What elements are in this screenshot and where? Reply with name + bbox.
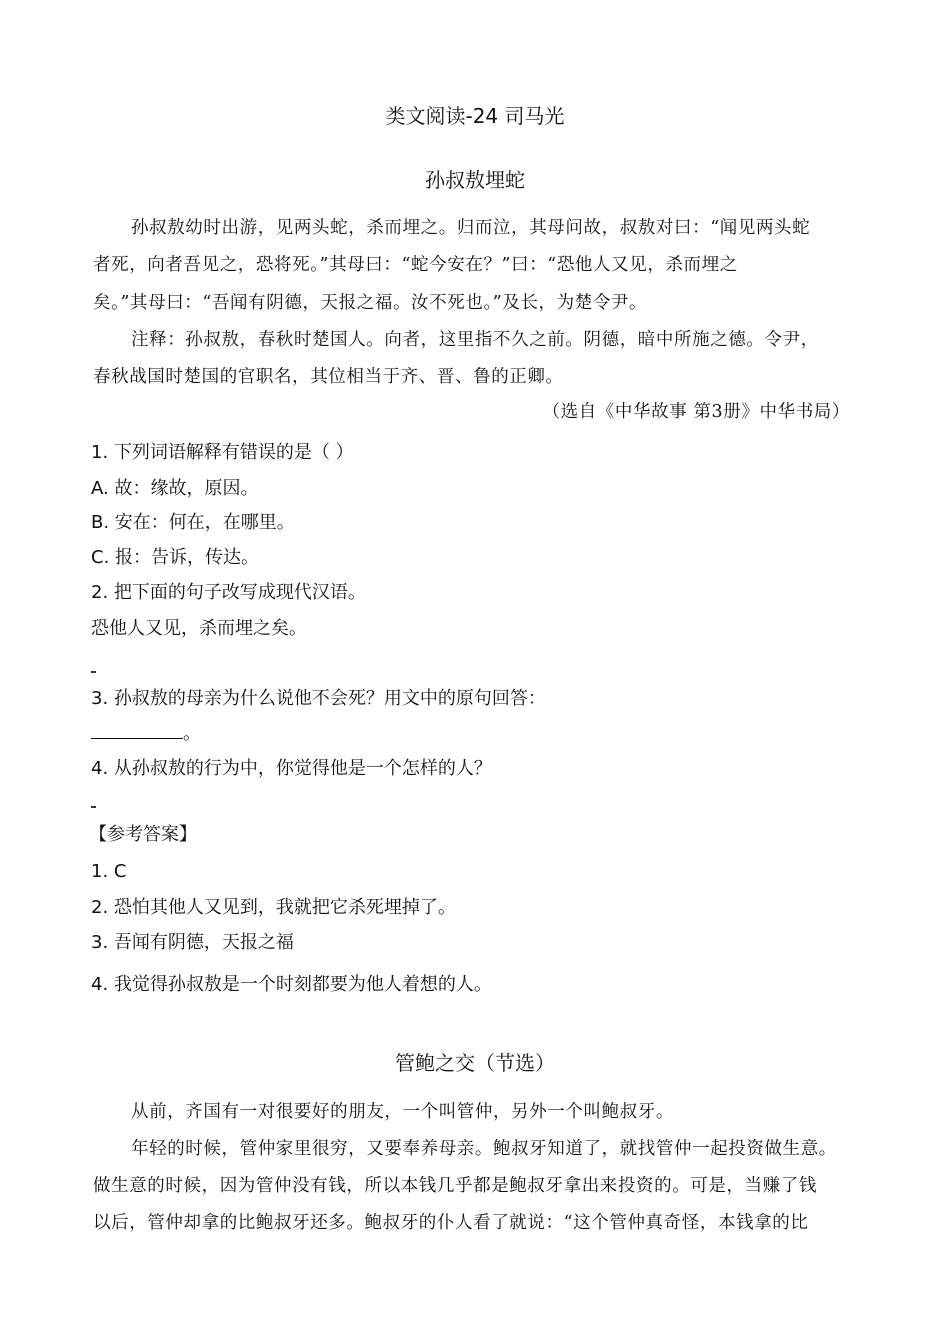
passage1-source: （选自《中华故事 第3册》中华书局） (542, 402, 850, 422)
answer-2: 2. 恐怕其他人又见到，我就把它杀死埋掉了。 (91, 897, 456, 918)
passage2-line-2: 年轻的时候，管仲家里很穷，又要奉养母亲。鲍叔牙知道了，就找管仲一起投资做生意。 (131, 1139, 837, 1159)
answer-1: 1. C (91, 861, 127, 882)
passage1-note-line-1: 注释：孙叔敖，春秋时楚国人。向者，这里指不久之前。阴德，暗中所施之德。令尹， (131, 330, 819, 350)
question-3: 3. 孙叔敖的母亲为什么说他不会死？用文中的原句回答： (91, 688, 546, 709)
question-1: 1. 下列词语解释有错误的是（ ） (91, 442, 354, 463)
passage1-note-line-2: 春秋战国时楚国的官职名，其位相当于齐、晋、鲁的正卿。 (93, 367, 564, 387)
passage2-line-1: 从前，齐国有一对很要好的朋友，一个叫管仲，另外一个叫鲍叔牙。 (131, 1102, 674, 1122)
answer-blank[interactable] (91, 724, 183, 739)
passage1-line-1: 孙叔敖幼时出游，见两头蛇，杀而埋之。归而泣，其母问故，叔敖对曰：“闻见两头蛇 (131, 218, 811, 238)
question-1-option-c: C. 报：告诉，传达。 (91, 547, 260, 568)
passage2-line-3: 做生意的时候，因为管仲没有钱，所以本钱几乎都是鲍叔牙拿出来投资的。可是，当赚了钱 (93, 1176, 817, 1196)
question-1-option-b: B. 安在：何在，在哪里。 (91, 512, 295, 533)
answer-line-marker (91, 806, 96, 808)
passage1-line-3: 矣。”其母曰：“吾闻有阴德，天报之福。汝不死也。”及长，为楚令尹。 (93, 293, 648, 313)
answer-line-marker (91, 671, 96, 673)
page-title: 类文阅读-24 司马光 (385, 104, 565, 128)
answer-4: 4. 我觉得孙叔敖是一个时刻都要为他人着想的人。 (91, 974, 492, 995)
passage2-heading: 管鲍之交（节选） (395, 1051, 555, 1075)
answers-heading: 【参考答案】 (89, 824, 197, 845)
answer-3: 3. 吾闻有阴德，天报之福 (91, 932, 294, 953)
question-2-sentence: 恐他人又见，杀而埋之矣。 (91, 618, 307, 639)
passage1-line-2: 者死，向者吾见之，恐将死。”其母曰：“蛇今安在？”曰：“恐他人又见，杀而埋之 (93, 255, 738, 275)
question-4: 4. 从孙叔敖的行为中，你觉得他是一个怎样的人？ (91, 758, 492, 779)
question-1-option-a: A. 故：缘故，原因。 (91, 478, 259, 499)
passage2-line-4: 以后，管仲却拿的比鲍叔牙还多。鲍叔牙的仆人看了就说：“这个管仲真奇怪，本钱拿的比 (93, 1213, 809, 1233)
question-2: 2. 把下面的句子改写成现代汉语。 (91, 582, 366, 603)
question-3-end-mark: 。 (183, 723, 201, 744)
passage1-heading: 孙叔敖埋蛇 (425, 168, 525, 192)
question-3-answer-blank-line (91, 724, 201, 743)
